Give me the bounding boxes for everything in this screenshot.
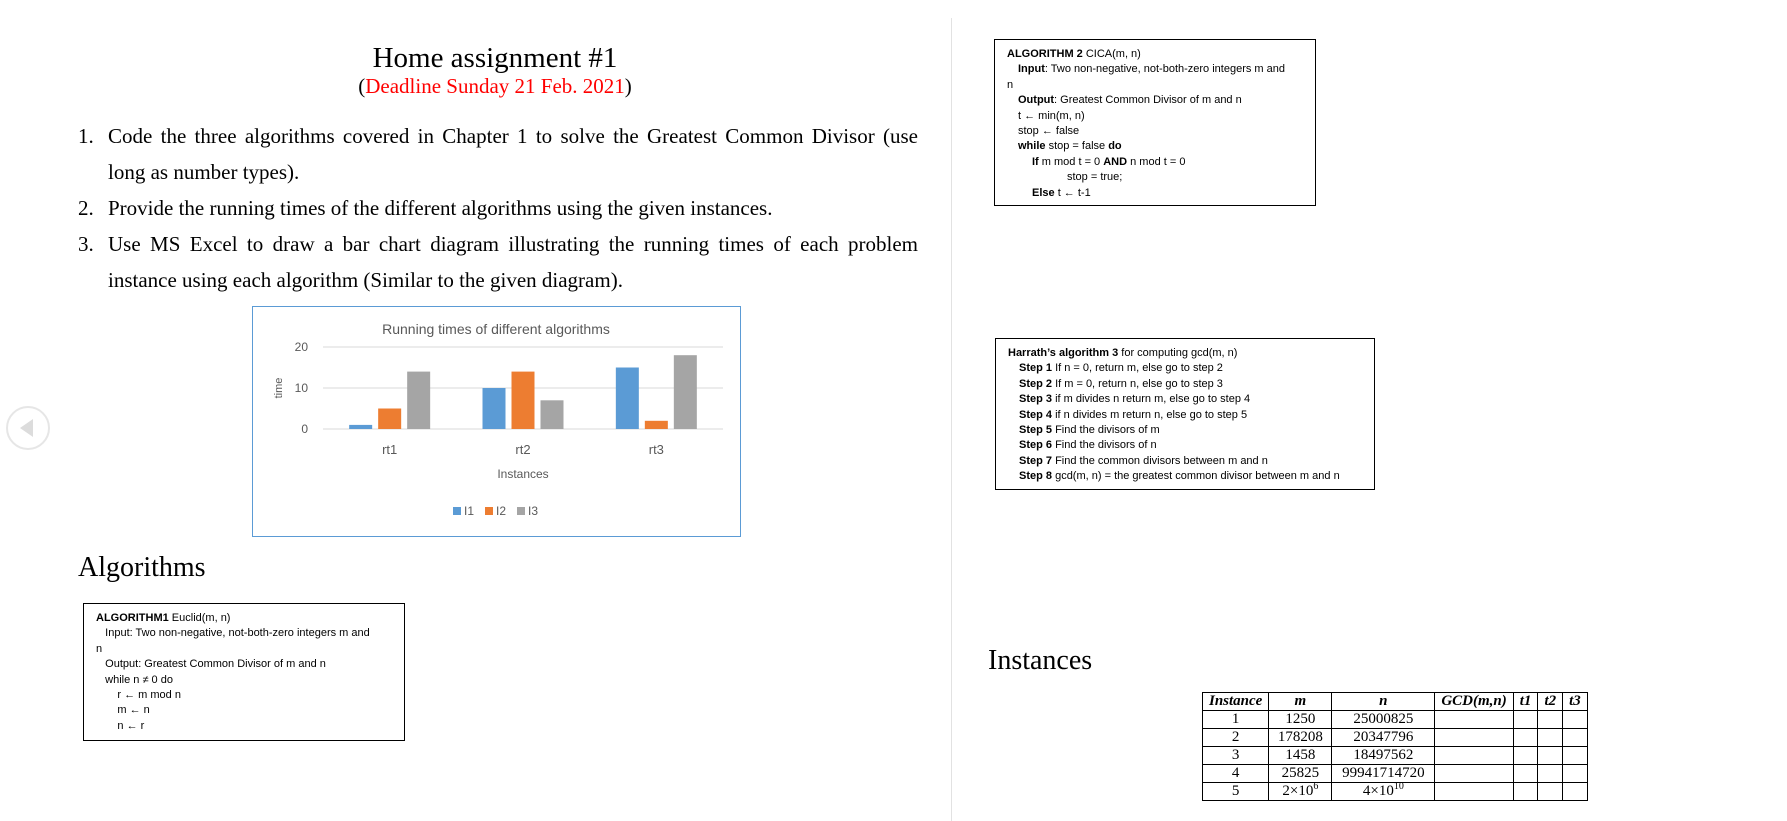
page-divider <box>951 18 952 821</box>
bar-i3-rt3 <box>674 355 697 429</box>
x-axis-label: Instances <box>497 467 549 481</box>
algorithm2-keyword: If <box>1032 155 1039 168</box>
algorithm3-step <box>1008 438 1362 453</box>
algorithm2-input-label: Input <box>1018 63 1045 76</box>
x-tick-label: rt1 <box>382 442 398 457</box>
step-label: Step 3 <box>1019 393 1053 406</box>
algorithm2-output-label: Output <box>1018 94 1055 107</box>
gcd-cell <box>1435 711 1513 729</box>
instances-table <box>1202 692 1588 801</box>
step-label: Step 7 <box>1019 454 1053 467</box>
step-label: Step 2 <box>1019 377 1053 390</box>
column-header: m <box>1269 693 1332 711</box>
task-number: 2. <box>78 196 94 220</box>
algorithm2-line <box>1007 93 1303 108</box>
algorithm2-keyword: do <box>1108 140 1122 153</box>
table-header-row <box>1203 693 1588 711</box>
legend-label: I1 <box>464 504 475 518</box>
instance-cell: 2 <box>1203 729 1269 747</box>
t3-cell <box>1563 747 1588 765</box>
task-number: 1. <box>78 124 94 148</box>
task-text: Provide the running times of the different algorithms using the given instances. <box>108 196 773 220</box>
t2-cell <box>1538 765 1563 783</box>
algorithm2-line <box>1007 186 1303 201</box>
bar-i1-rt2 <box>483 388 506 429</box>
instance-cell: 5 <box>1203 783 1269 801</box>
column-header: t3 <box>1563 693 1588 711</box>
algorithm2-keyword: AND <box>1103 155 1128 168</box>
m-exponent: 6 <box>1313 781 1319 792</box>
chart-canvas <box>253 307 740 536</box>
n-cell <box>1332 783 1435 801</box>
algorithm3-step <box>1008 454 1362 469</box>
step-text: gcd(m, n) = the greatest common divisor between m and n <box>1052 470 1340 483</box>
table-row <box>1203 765 1588 783</box>
algorithm3-title <box>1008 346 1362 361</box>
algorithm1-line: Input: Two non-negative, not-both-zero integers m and <box>96 627 370 640</box>
chart-title: Running times of different algorithms <box>382 321 610 337</box>
algorithm3-step <box>1008 392 1362 407</box>
algorithm1-line: n <box>96 642 103 655</box>
bar-i3-rt1 <box>407 372 430 429</box>
algorithm3-signature: for computing gcd(m, n) <box>1118 347 1238 359</box>
task-item <box>78 118 918 190</box>
t2-cell <box>1538 711 1563 729</box>
n-base: 4×10 <box>1362 783 1394 799</box>
t1-cell <box>1513 783 1538 801</box>
task-text: Code the three algorithms covered in Chapter 1 to solve the Greatest Common Divisor (use long as number types). <box>108 124 918 184</box>
instance-cell: 1 <box>1203 711 1269 729</box>
table-row <box>1203 747 1588 765</box>
t2-cell <box>1538 783 1563 801</box>
m-base: 2×10 <box>1282 783 1314 799</box>
algorithm1-signature: Euclid(m, n) <box>168 612 231 624</box>
algorithm2-line: stop ← false <box>1018 125 1080 138</box>
gcd-cell <box>1435 765 1513 783</box>
bar-i1-rt1 <box>349 425 372 429</box>
column-header: Instance <box>1203 693 1269 711</box>
deadline-open-paren: ( <box>358 74 366 98</box>
t1-cell <box>1513 711 1538 729</box>
bar-i2-rt3 <box>645 421 668 429</box>
legend-swatch <box>485 507 493 515</box>
algorithm2-line <box>1007 139 1303 154</box>
t2-cell <box>1538 729 1563 747</box>
t2-cell <box>1538 747 1563 765</box>
instances-heading: Instances <box>988 645 1093 676</box>
y-tick-label: 0 <box>301 422 308 436</box>
arrow-left-icon <box>20 419 33 437</box>
x-tick-label: rt3 <box>648 442 664 457</box>
column-header: t2 <box>1538 693 1563 711</box>
gcd-cell <box>1435 783 1513 801</box>
t3-cell <box>1563 783 1588 801</box>
legend-swatch <box>453 507 461 515</box>
instance-cell: 4 <box>1203 765 1269 783</box>
bar-i1-rt3 <box>616 368 639 430</box>
algorithm3-step <box>1008 361 1362 376</box>
task-item <box>78 226 918 298</box>
step-label: Step 4 <box>1019 408 1053 421</box>
column-header: t1 <box>1513 693 1538 711</box>
step-text: if m divides n return m, else go to step 4 <box>1052 393 1251 406</box>
y-tick-label: 10 <box>294 381 308 395</box>
m-cell: 25825 <box>1269 765 1332 783</box>
algorithm1-name: ALGORITHM1 <box>96 612 169 624</box>
step-text: If n = 0, return m, else go to step 2 <box>1052 362 1223 375</box>
table-row <box>1203 711 1588 729</box>
n-exponent: 10 <box>1393 781 1404 792</box>
task-number: 3. <box>78 232 94 256</box>
step-label: Step 1 <box>1019 362 1053 375</box>
algorithm2-line: t ← min(m, n) <box>1018 109 1085 122</box>
gcd-cell <box>1435 729 1513 747</box>
previous-page-button[interactable] <box>6 406 50 450</box>
algorithm2-name: ALGORITHM 2 <box>1007 48 1083 60</box>
algorithm2-output-text: : Greatest Common Divisor of m and n <box>1054 94 1242 107</box>
algorithm2-keyword: Else <box>1032 186 1055 199</box>
algorithm2-line: n <box>1007 78 1014 91</box>
algorithm2-signature: CICA(m, n) <box>1082 48 1141 60</box>
t1-cell <box>1513 747 1538 765</box>
deadline-text: Deadline Sunday 21 Feb. 2021 <box>365 74 625 98</box>
algorithm1-line: n ← r <box>96 719 145 732</box>
algorithm3-step <box>1008 377 1362 392</box>
task-text: Use MS Excel to draw a bar chart diagram illustrating the running times of each problem instance using each algorithm (Similar to the given diagram). <box>108 232 918 292</box>
n-cell: 18497562 <box>1332 747 1435 765</box>
algorithm3-step <box>1008 469 1362 484</box>
algorithm2-line <box>1007 155 1303 170</box>
step-text: Find the divisors of m <box>1052 424 1160 437</box>
algorithm1-line: r ← m mod n <box>96 689 181 702</box>
algorithm3-step <box>1008 408 1362 423</box>
legend-label: I3 <box>528 504 539 518</box>
task-item <box>78 190 918 226</box>
x-tick-label: rt2 <box>515 442 531 457</box>
deadline <box>300 74 690 99</box>
gcd-cell <box>1435 747 1513 765</box>
m-cell: 1458 <box>1269 747 1332 765</box>
column-header: n <box>1332 693 1435 711</box>
algorithm2-condition: m mod t = 0 <box>1038 155 1104 168</box>
y-axis-label: time <box>273 377 285 399</box>
algorithm1-title <box>96 611 392 626</box>
instance-cell: 3 <box>1203 747 1269 765</box>
n-cell: 20347796 <box>1332 729 1435 747</box>
page-title: Home assignment #1 <box>372 42 618 74</box>
algorithm2-keyword: while <box>1018 140 1046 153</box>
t3-cell <box>1563 729 1588 747</box>
t3-cell <box>1563 711 1588 729</box>
m-cell: 1250 <box>1269 711 1332 729</box>
bar-i3-rt2 <box>541 400 564 429</box>
algorithm2-statement: t ← t-1 <box>1054 186 1091 199</box>
step-text: Find the divisors of n <box>1052 439 1157 452</box>
algorithm1-line: Output: Greatest Common Divisor of m and n <box>96 658 326 671</box>
algorithm3-step <box>1008 423 1362 438</box>
algorithm3-name: Harrath’s algorithm 3 <box>1008 347 1119 359</box>
algorithm2-title <box>1007 47 1303 62</box>
algorithm1-box <box>83 603 405 741</box>
legend-swatch <box>517 507 525 515</box>
column-header: GCD(m,n) <box>1435 693 1513 711</box>
task-list <box>78 118 918 298</box>
t3-cell <box>1563 765 1588 783</box>
deadline-close-paren: ) <box>624 74 632 98</box>
algorithms-heading: Algorithms <box>78 552 206 583</box>
algorithm2-box <box>994 39 1316 206</box>
y-tick-label: 20 <box>294 340 308 354</box>
t1-cell <box>1513 765 1538 783</box>
algorithm2-input-text: : Two non-negative, not-both-zero integers m and <box>1044 63 1285 76</box>
algorithm1-line: while n ≠ 0 do <box>96 673 173 686</box>
step-text: Find the common divisors between m and n <box>1052 454 1268 467</box>
algorithm2-line: stop = true; <box>1067 171 1123 184</box>
bar-i2-rt2 <box>512 372 535 429</box>
step-text: If m = 0, return n, else go to step 3 <box>1052 377 1223 390</box>
m-cell: 178208 <box>1269 729 1332 747</box>
table-row <box>1203 783 1588 801</box>
algorithm3-box <box>995 338 1375 490</box>
table-row <box>1203 729 1588 747</box>
n-cell: 25000825 <box>1332 711 1435 729</box>
bar-i2-rt1 <box>378 409 401 430</box>
algorithm2-line <box>1007 62 1303 77</box>
step-text: if n divides m return n, else go to step 5 <box>1052 408 1248 421</box>
bar-chart <box>252 306 741 537</box>
algorithm2-condition: n mod t = 0 <box>1127 155 1186 168</box>
algorithm1-line: m ← n <box>96 704 150 717</box>
t1-cell <box>1513 729 1538 747</box>
step-label: Step 8 <box>1019 470 1053 483</box>
m-cell <box>1269 783 1332 801</box>
legend-label: I2 <box>496 504 507 518</box>
n-cell: 99941714720 <box>1332 765 1435 783</box>
step-label: Step 6 <box>1019 439 1053 452</box>
step-label: Step 5 <box>1019 424 1053 437</box>
algorithm2-condition: stop = false <box>1045 140 1109 153</box>
